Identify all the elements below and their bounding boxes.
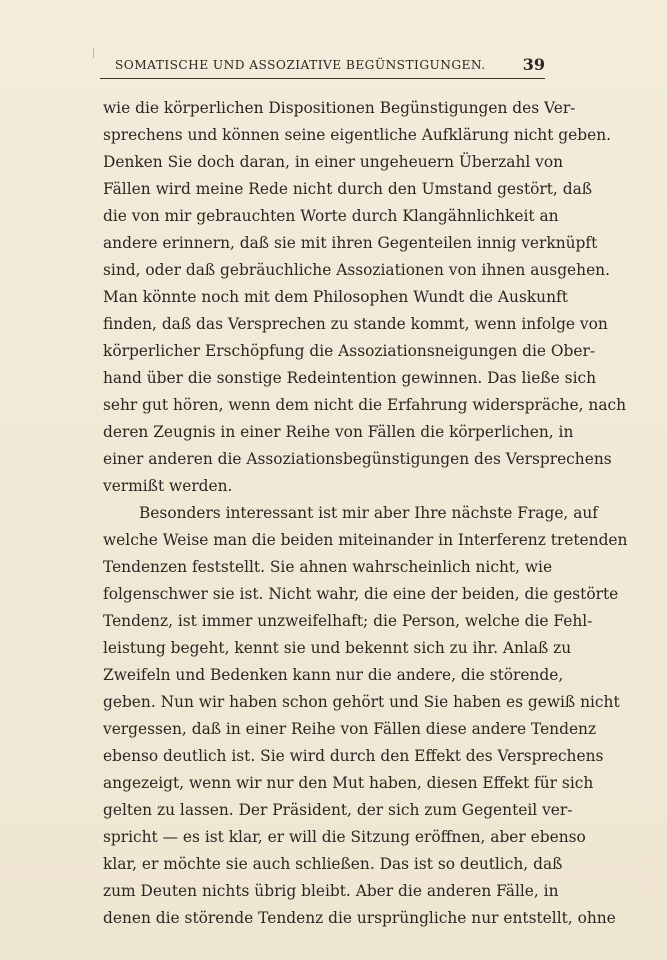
text-line: finden, daß das Versprechen zu stande kommt, wenn infolge von [103, 315, 608, 333]
text-line: einer anderen die Assoziationsbegünstigungen des Versprechens [103, 450, 612, 468]
text-line: wie die körperlichen Dispositionen Begünstigungen des Ver- [103, 99, 576, 117]
text-line: welche Weise man die beiden miteinander in Interferenz tretenden [103, 531, 628, 549]
text-line: deren Zeugnis in einer Reihe von Fällen die körperlichen, in [103, 423, 574, 441]
text-line: zum Deuten nichts übrig bleibt. Aber die anderen Fälle, in [103, 882, 559, 900]
text-line: andere erinnern, daß sie mit ihren Gegenteilen innig verknüpft [103, 234, 598, 252]
text-line: angezeigt, wenn wir nur den Mut haben, diesen Effekt für sich [103, 774, 594, 792]
text-line: leistung begeht, kennt sie und bekennt sich zu ihr. Anlaß zu [103, 639, 572, 657]
text-line: sind, oder daß gebräuchliche Assoziationen von ihnen ausgehen. [103, 261, 610, 279]
text-line: folgenschwer sie ist. Nicht wahr, die eine der beiden, die gestörte [103, 585, 619, 603]
text-line: ebenso deutlich ist. Sie wird durch den Effekt des Versprechens [103, 747, 604, 765]
text-line: hand über die sonstige Redeintention gewinnen. Das ließe sich [103, 369, 597, 387]
paragraph-end-line: vermißt werden. [103, 477, 233, 495]
text-line: Tendenzen feststellt. Sie ahnen wahrscheinlich nicht, wie [103, 558, 553, 576]
text-line: vergessen, daß in einer Reihe von Fällen diese andere Tendenz [103, 720, 597, 738]
paper-mark [93, 48, 94, 58]
text-line: körperlicher Erschöpfung die Assoziationsneigungen die Ober- [103, 342, 596, 360]
text-line: Tendenz, ist immer unzweifelhaft; die Person, welche die Fehl- [103, 612, 593, 630]
body-text [103, 95, 628, 932]
header-rule [100, 78, 545, 79]
text-line: Zweifeln und Bedenken kann nur die andere, die störende, [103, 666, 564, 684]
text-line: Fällen wird meine Rede nicht durch den Umstand gestört, daß [103, 180, 593, 198]
text-line: sprechens und können seine eigentliche Aufklärung nicht geben. [103, 126, 612, 144]
text-line: die von mir gebrauchten Worte durch Klangähnlichkeit an [103, 207, 559, 225]
text-line: klar, er möchte sie auch schließen. Das ist so deutlich, daß [103, 855, 563, 873]
running-head [100, 54, 545, 76]
text-line: gelten zu lassen. Der Präsident, der sich zum Gegenteil ver- [103, 801, 573, 819]
paragraph-start-line: Besonders interessant ist mir aber Ihre nächste Frage, auf [139, 504, 598, 522]
page-number: 39 [522, 55, 545, 74]
running-title: SOMATISCHE UND ASSOZIATIVE BEGÜNSTIGUNGEN. [115, 58, 486, 72]
text-line: geben. Nun wir haben schon gehört und Sie haben es gewiß nicht [103, 693, 620, 711]
text-line: denen die störende Tendenz die ursprüngliche nur entstellt, ohne [103, 909, 616, 927]
text-line: Man könnte noch mit dem Philosophen Wundt die Auskunft [103, 288, 568, 306]
text-line: spricht — es ist klar, er will die Sitzung eröffnen, aber ebenso [103, 828, 586, 846]
text-line: sehr gut hören, wenn dem nicht die Erfahrung widerspräche, nach [103, 396, 627, 414]
text-line: Denken Sie doch daran, in einer ungeheuern Überzahl von [103, 153, 564, 171]
